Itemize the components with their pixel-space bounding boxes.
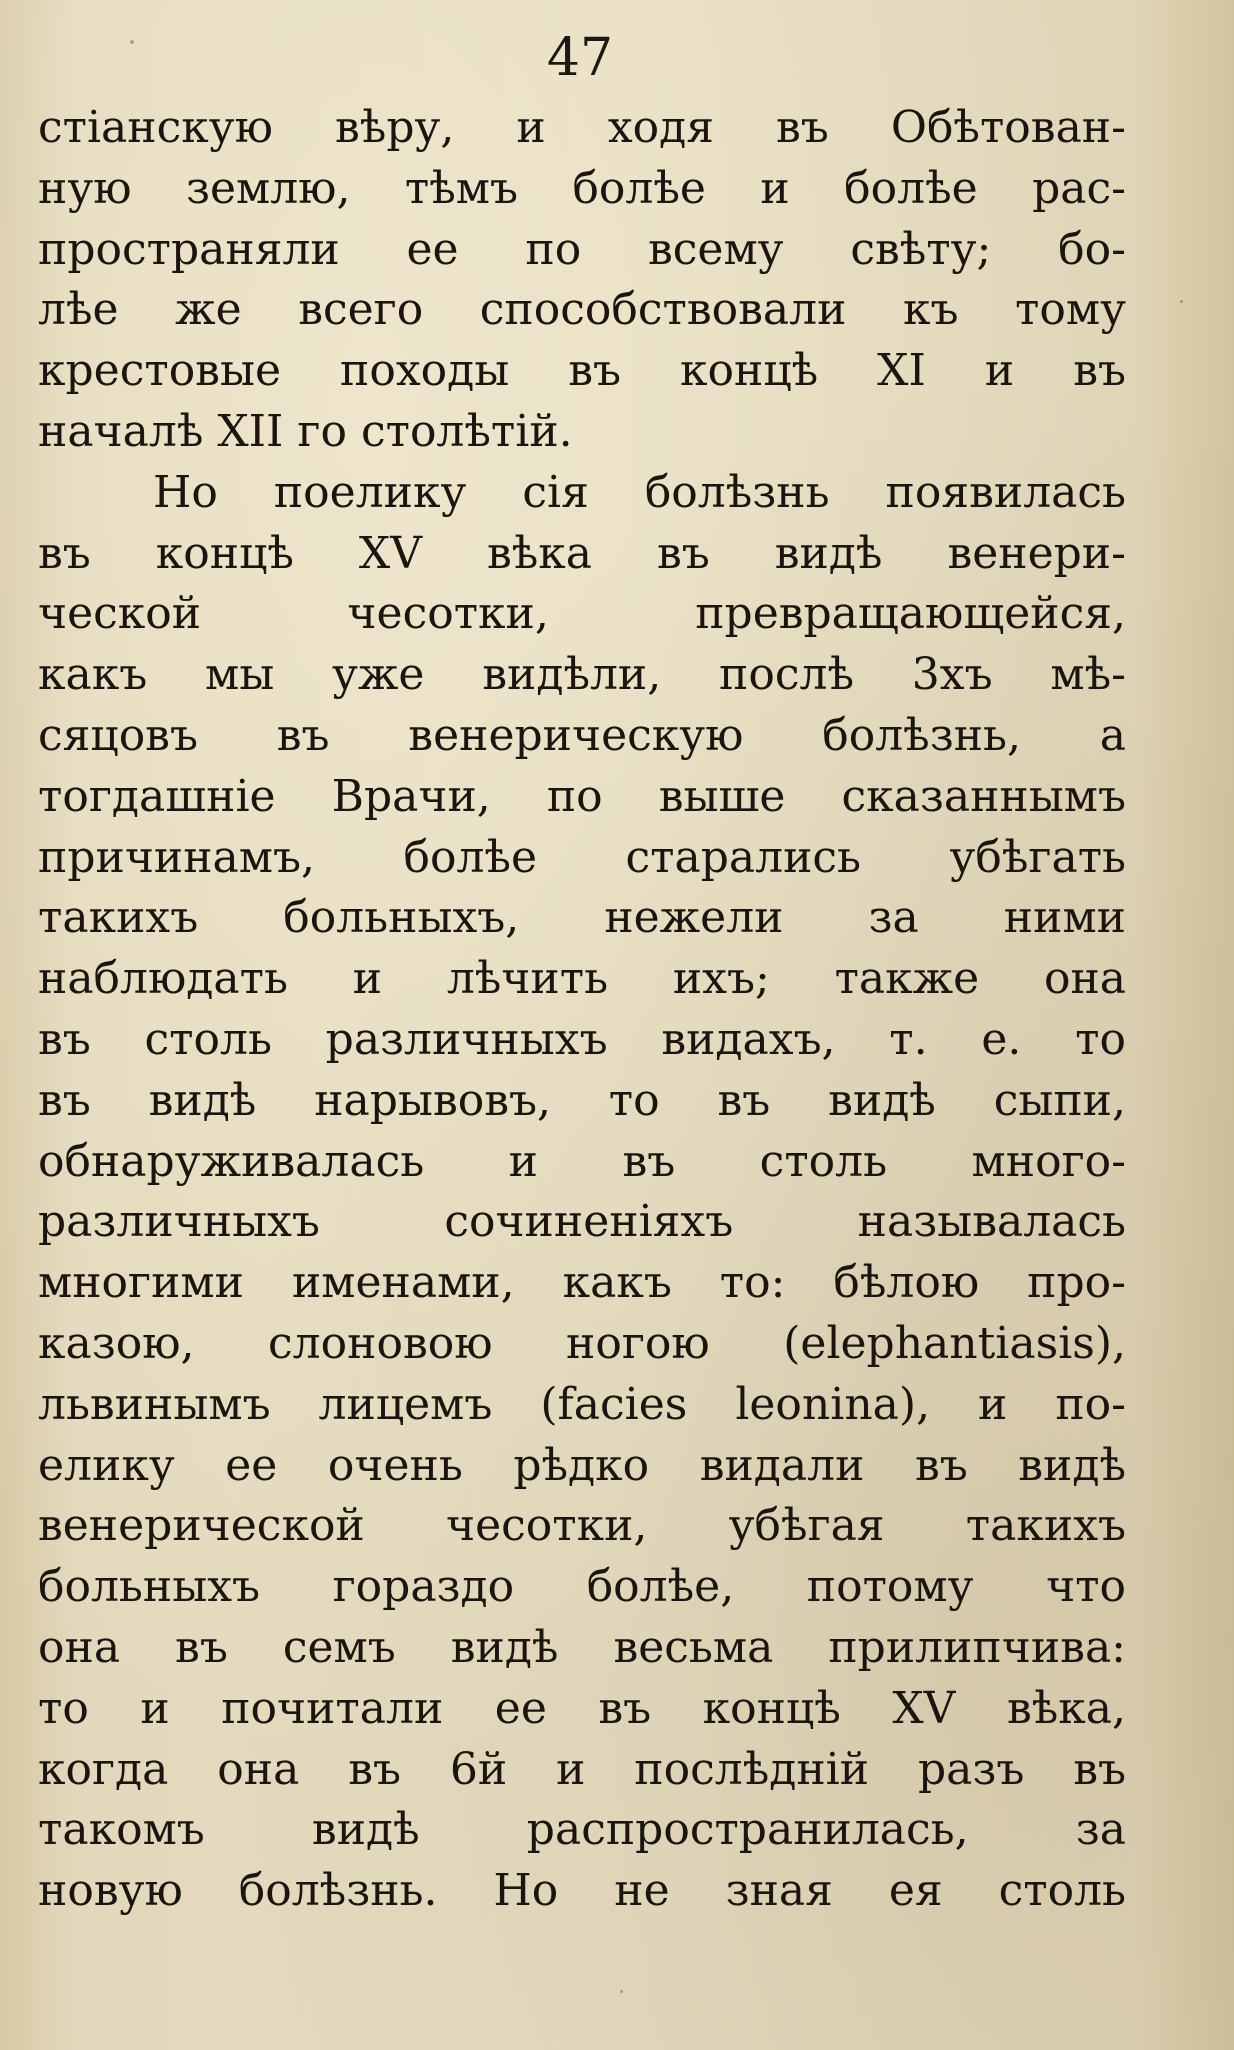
text-line: ческой чесотки, превращающейся, <box>38 588 1126 640</box>
text-line: лѣе же всего способствовали къ тому <box>38 284 1126 336</box>
text-line: сяцовъ въ венерическую болѣзнь, а <box>38 709 1126 761</box>
paper-speck <box>130 40 134 44</box>
text-line: обнаруживалась и въ столь много- <box>38 1135 1126 1187</box>
text-line: различныхъ сочиненіяхъ называлась <box>38 1196 1126 1248</box>
text-line: пространяли ее по всему свѣту; бо- <box>38 223 1126 275</box>
text-line: въ концѣ XV вѣка въ видѣ венери- <box>38 527 1126 579</box>
text-line: началѣ XII го столѣтій. <box>38 405 573 457</box>
text-line: въ столь различныхъ видахъ, т. е. то <box>38 1013 1126 1065</box>
text-line: въ видѣ нарывовъ, то въ видѣ сыпи, <box>38 1074 1126 1126</box>
page-number: 47 <box>546 28 614 88</box>
text-line: тогдашніе Врачи, по выше сказаннымъ <box>38 770 1126 822</box>
text-line: ную землю, тѣмъ болѣе и болѣе рас- <box>38 162 1126 214</box>
text-line: стіанскую вѣру, и ходя въ Обѣтован- <box>38 102 1126 153</box>
text-line: многими именами, какъ то: бѣлою про- <box>38 1257 1126 1309</box>
text-line: венерической чесотки, убѣгая такихъ <box>38 1500 1126 1552</box>
text-line: такомъ видѣ распространилась, за <box>38 1804 1126 1856</box>
text-line: львинымъ лицемъ (facies leonina), и по- <box>38 1378 1126 1430</box>
text-line: какъ мы уже видѣли, послѣ 3хъ мѣ- <box>38 649 1126 701</box>
text-line: она въ семъ видѣ весьма прилипчива: <box>38 1621 1126 1673</box>
text-line: когда она въ 6й и послѣдній разъ въ <box>38 1743 1126 1795</box>
text-line: казою, слоновою ногою (elephantiasis), <box>38 1317 1126 1369</box>
text-line: елику ее очень рѣдко видали въ видѣ <box>38 1439 1126 1491</box>
text-line: новую болѣзнь. Но не зная ея столь <box>38 1865 1126 1917</box>
paper-speck <box>1180 300 1183 303</box>
paper-speck <box>620 1990 623 1993</box>
text-line: то и почитали ее въ концѣ XV вѣка, <box>38 1682 1126 1734</box>
text-line: больныхъ гораздо болѣе, потому что <box>38 1561 1126 1613</box>
text-line: крестовые походы въ концѣ XI и въ <box>38 345 1126 397</box>
body-text <box>38 98 1126 1922</box>
text-line: такихъ больныхъ, нежели за ними <box>38 892 1126 944</box>
text-line: причинамъ, болѣе старались убѣгать <box>38 831 1126 883</box>
text-line: Но поелику сія болѣзнь появилась <box>153 466 1126 518</box>
text-line: наблюдать и лѣчить ихъ; также она <box>38 953 1126 1005</box>
